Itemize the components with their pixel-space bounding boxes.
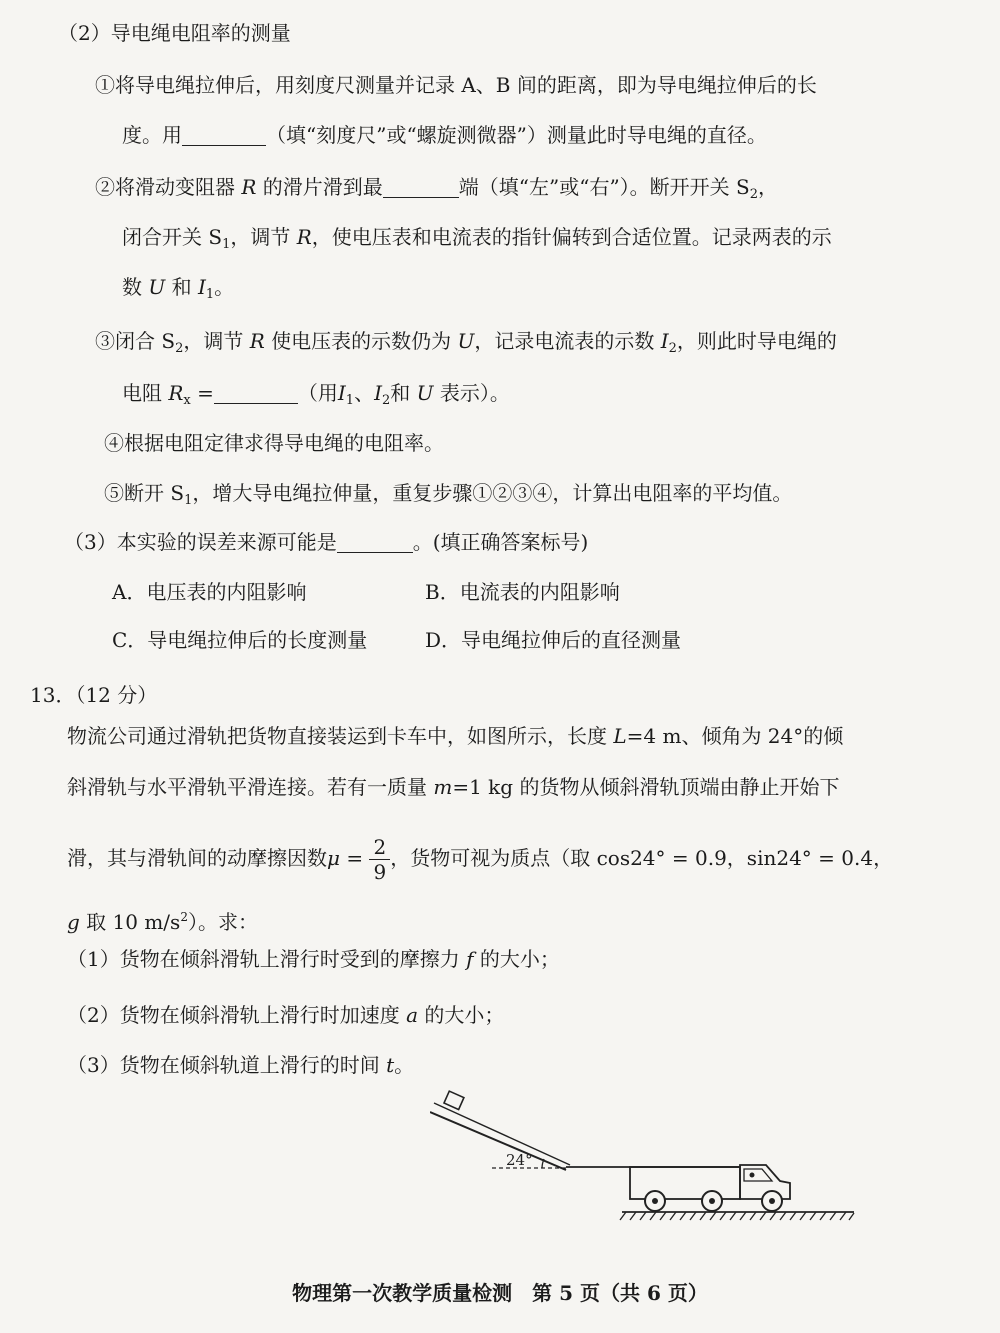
q13-para-line1: 物流公司通过滑轨把货物直接装运到卡车中，如图所示，长度 L=4 m、倾角为 24°的倾 — [67, 724, 844, 748]
step2-line-a: ②将滑动变阻器 R 的滑片滑到最 端（填“左”或“右”）。断开开关 $S_2$， — [95, 175, 779, 202]
truck — [630, 1165, 790, 1211]
option-b[interactable]: B．电流表的内阻影响 — [425, 580, 620, 604]
step1-line-a: ①将导电绳拉伸后，用刻度尺测量并记录 A、B 间的距离，即为导电绳拉伸后的长 — [95, 73, 817, 97]
step3-line-b: 电阻 $R_x$ = （用$I_1$、$I_2$和 U 表示）。 — [122, 381, 510, 408]
option-a[interactable]: A．电压表的内阻影响 — [112, 580, 307, 604]
q13-para-line4: g 取 10 $m/s^2$）。求： — [67, 910, 258, 934]
q13-para-line3: 滑，其与滑轨间的动摩擦因数μ = $\frac{2}{9}$ ，货物可视为质点（取 cos24° = 0.9，sin24° = 0.4， — [67, 835, 894, 884]
step5-line: ⑤断开 $S_1$，增大导电绳拉伸量，重复步骤①②③④，计算出电阻率的平均值。 — [104, 481, 793, 508]
answer-blank-end[interactable] — [383, 175, 459, 198]
step1-line-b: 度。用 （填“刻度尺”或“螺旋测微器”）测量此时导电绳的直径。 — [122, 123, 767, 147]
inclined-rail — [430, 1103, 570, 1170]
part3-question: （3）本实验的误差来源可能是 。(填正确答案标号) — [64, 530, 589, 554]
part2-heading: （2）导电绳电阻率的测量 — [58, 21, 291, 45]
ground — [620, 1212, 854, 1220]
answer-blank-instrument[interactable] — [182, 123, 266, 146]
q13-para-line2: 斜滑轨与水平滑轨平滑连接。若有一质量 m=1 kg 的货物从倾斜滑轨顶端由静止开始下 — [67, 775, 840, 799]
option-d[interactable]: D．导电绳拉伸后的直径测量 — [425, 628, 682, 652]
wheel — [702, 1191, 722, 1211]
q13-heading: 13．（12 分） — [30, 683, 158, 707]
step2-line-b: 闭合开关 $S_1$，调节 R，使电压表和电流表的指针偏转到合适位置。记录两表的示 — [122, 225, 832, 252]
q13-sub3: （3）货物在倾斜轨道上滑行的时间 t。 — [67, 1053, 415, 1077]
wheel — [645, 1191, 665, 1211]
step2-line-c: 数 U 和 $I_1$。 — [122, 275, 235, 302]
angle-label: 24° — [506, 1151, 533, 1169]
q13-sub1: （1）货物在倾斜滑轨上滑行时受到的摩擦力 f 的大小； — [67, 947, 560, 971]
cargo-box — [444, 1091, 464, 1109]
answer-blank-error-source[interactable] — [337, 530, 413, 553]
page-footer: 物理第一次教学质量检测 第 5 页（共 6 页） — [292, 1281, 708, 1305]
option-c[interactable]: C．导电绳拉伸后的长度测量 — [112, 628, 368, 652]
slide-rail-truck-figure — [430, 1085, 870, 1225]
wheel — [762, 1191, 782, 1211]
step3-line-a: ③闭合 $S_2$，调节 R 使电压表的示数仍为 U，记录电流表的示数 $I_2$，则此时导电绳的 — [95, 329, 837, 356]
q13-sub2: （2）货物在倾斜滑轨上滑行时加速度 a 的大小； — [67, 1003, 505, 1027]
mu-fraction: $\frac{2}{9}$ — [369, 835, 390, 884]
step4-line: ④根据电阻定律求得导电绳的电阻率。 — [104, 431, 444, 455]
answer-blank-rx[interactable] — [214, 381, 298, 404]
